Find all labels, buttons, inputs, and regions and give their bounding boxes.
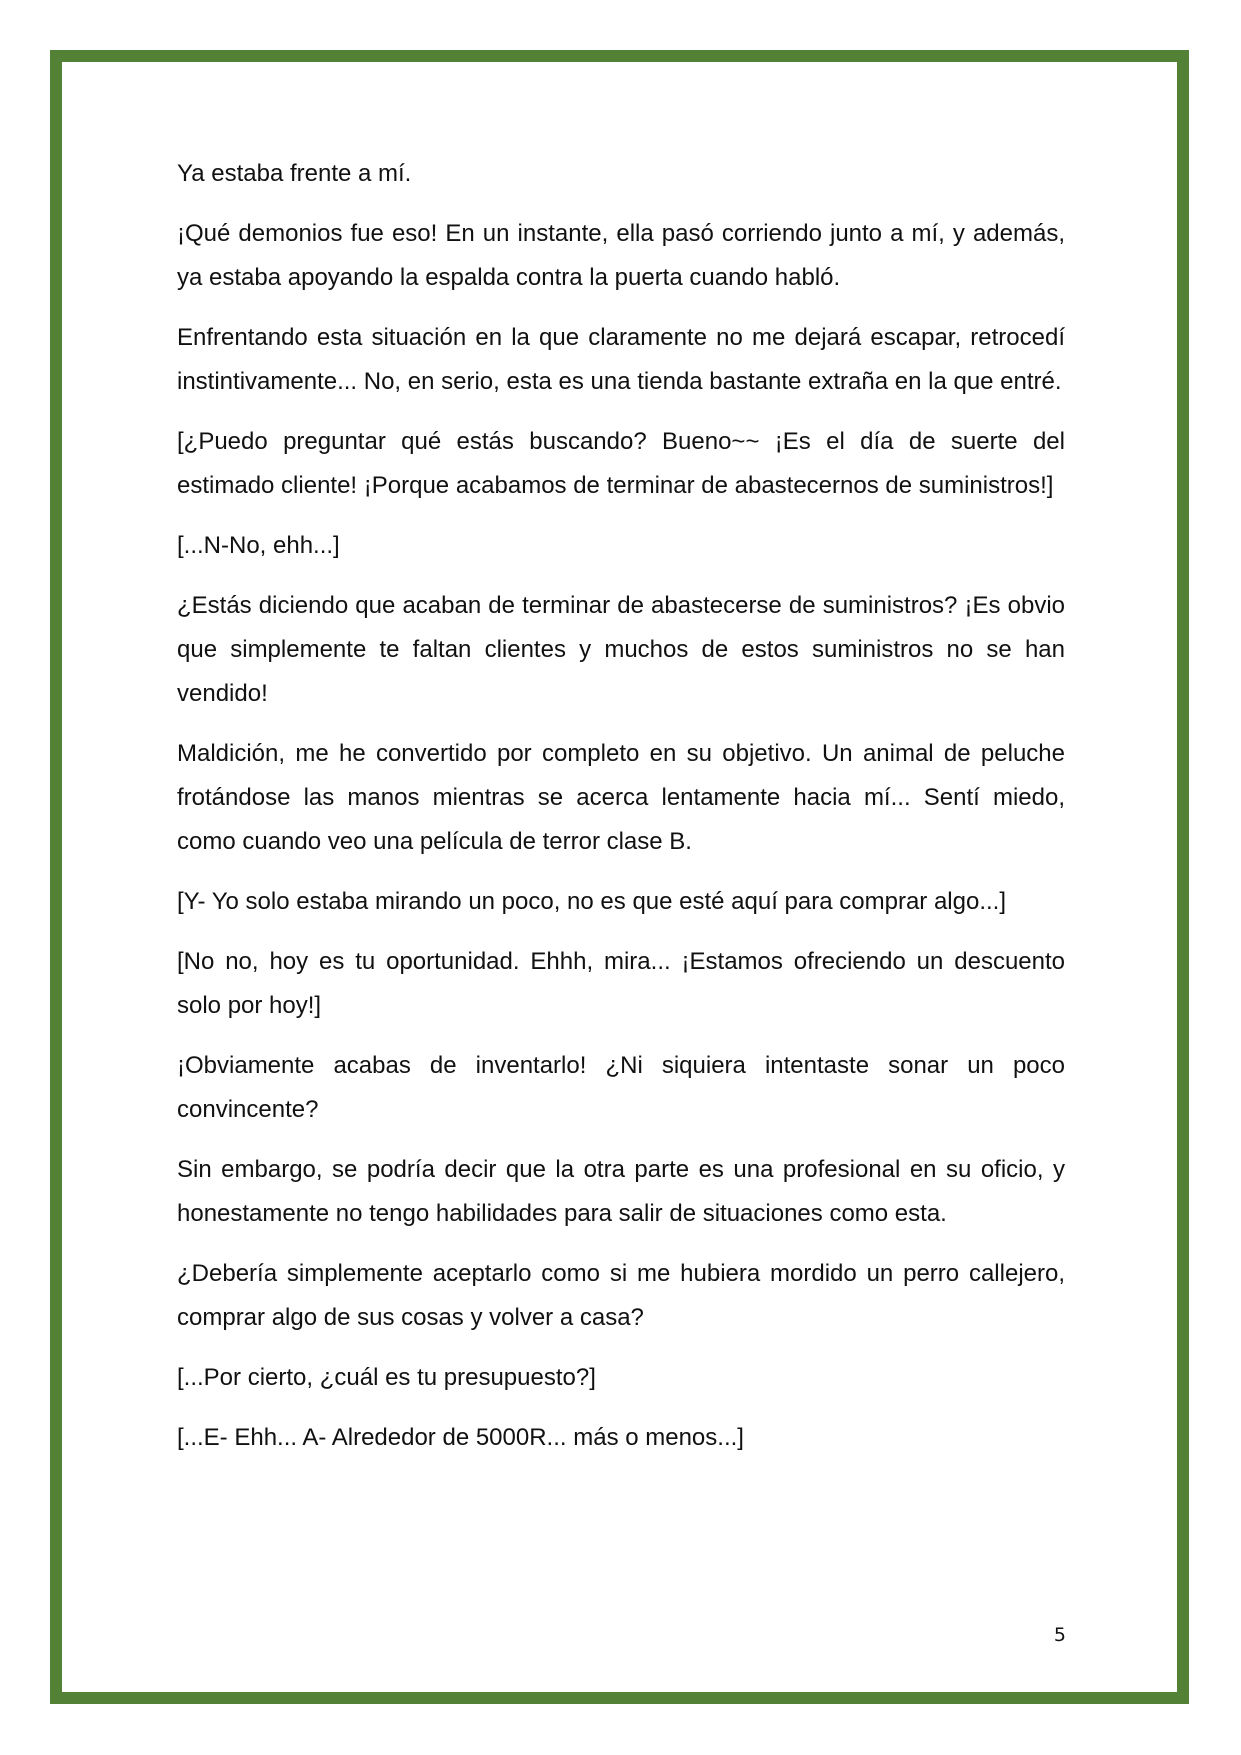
paragraph: ¡Obviamente acabas de inventarlo! ¿Ni siquiera intentaste sonar un poco convincente? — [177, 1052, 1065, 1123]
paragraph: ¿Estás diciendo que acaban de terminar de abastecerse de suministros? ¡Es obvio que simplemente te faltan clientes y muchos de estos suministros no se han vendido! — [177, 592, 1065, 707]
paragraph: Enfrentando esta situación en la que claramente no me dejará escapar, retrocedí instintivamente... No, en serio, esta es una tienda bastante extraña en la que entré. — [177, 324, 1065, 395]
paragraph: [¿Puedo preguntar qué estás buscando? Bueno~~ ¡Es el día de suerte del estimado cliente! ¡Porque acabamos de terminar de abastecernos de suministros!] — [177, 428, 1065, 499]
page-number: 5 — [1053, 1624, 1066, 1646]
paragraph: Sin embargo, se podría decir que la otra parte es una profesional en su oficio, y honestamente no tengo habilidades para salir de situaciones como esta. — [177, 1156, 1065, 1227]
document-body — [177, 152, 1065, 1476]
paragraph: [...Por cierto, ¿cuál es tu presupuesto?] — [177, 1364, 596, 1391]
paragraph: [...N-No, ehh...] — [177, 532, 340, 559]
paragraph: Ya estaba frente a mí. — [177, 160, 412, 187]
paragraph: ¡Qué demonios fue eso! En un instante, ella pasó corriendo junto a mí, y además, ya estaba apoyando la espalda contra la puerta cuando habló. — [177, 220, 1065, 291]
paragraph: [No no, hoy es tu oportunidad. Ehhh, mira... ¡Estamos ofreciendo un descuento solo por hoy!] — [177, 948, 1065, 1019]
paragraph: [Y- Yo solo estaba mirando un poco, no es que esté aquí para comprar algo...] — [177, 888, 1006, 915]
paragraph: [...E- Ehh... A- Alrededor de 5000R... más o menos...] — [177, 1424, 744, 1451]
paragraph: Maldición, me he convertido por completo en su objetivo. Un animal de peluche frotándose las manos mientras se acerca lentamente hacia mí... Sentí miedo, como cuando veo una película de terror clase B. — [177, 740, 1065, 855]
paragraph: ¿Debería simplemente aceptarlo como si me hubiera mordido un perro callejero, comprar algo de sus cosas y volver a casa? — [177, 1260, 1065, 1331]
